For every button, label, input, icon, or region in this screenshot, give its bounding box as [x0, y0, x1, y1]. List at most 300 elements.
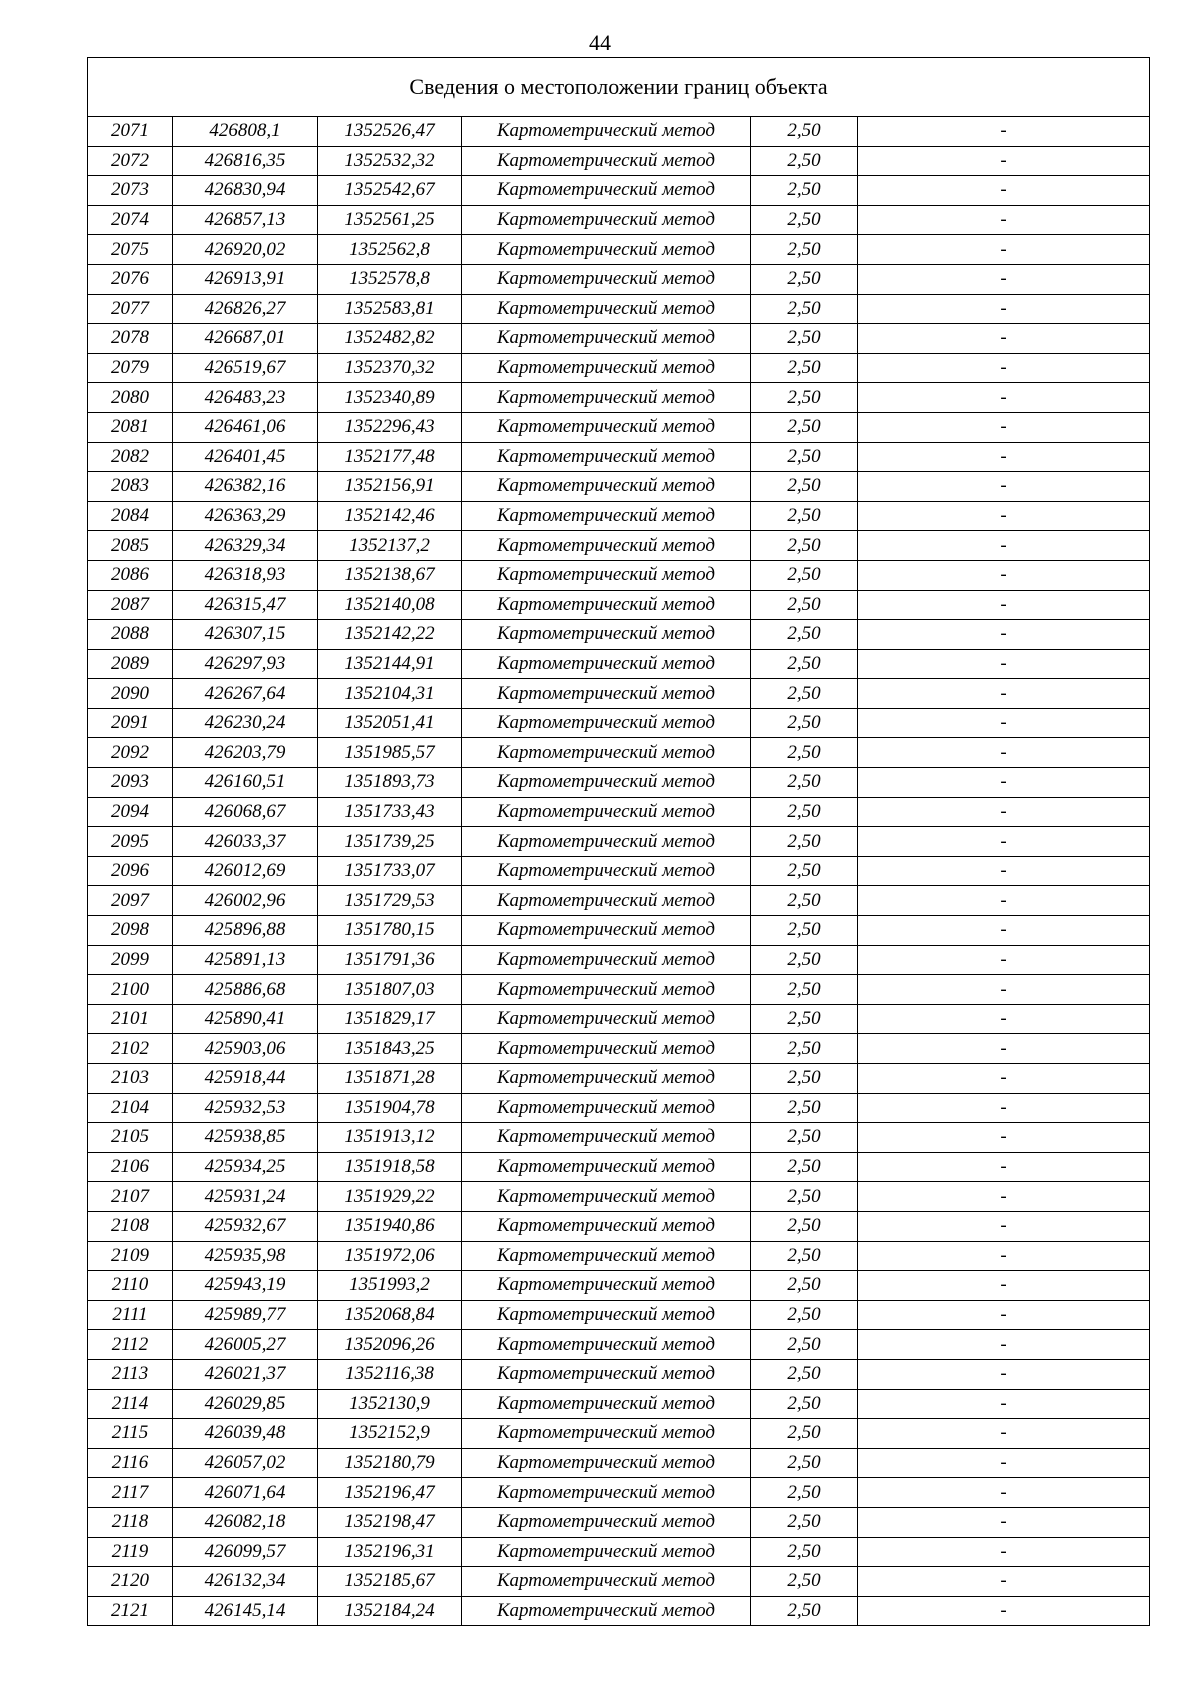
description-cell: -	[858, 501, 1150, 531]
description-cell: -	[858, 1389, 1150, 1419]
accuracy-cell: 2,50	[751, 1004, 858, 1034]
point-number-cell: 2091	[88, 708, 173, 738]
point-number-cell: 2104	[88, 1093, 173, 1123]
table-row	[88, 1271, 1150, 1301]
description-cell: -	[858, 442, 1150, 472]
point-number-cell: 2083	[88, 472, 173, 502]
accuracy-cell: 2,50	[751, 353, 858, 383]
method-cell: Картометрический метод	[462, 1596, 751, 1626]
table-row	[88, 590, 1150, 620]
point-number-cell: 2100	[88, 975, 173, 1005]
table-row	[88, 768, 1150, 798]
description-cell: -	[858, 738, 1150, 768]
x-coordinate-cell: 426307,15	[173, 620, 318, 650]
table-row	[88, 1359, 1150, 1389]
x-coordinate-cell: 426816,35	[173, 146, 318, 176]
point-number-cell: 2084	[88, 501, 173, 531]
method-cell: Картометрический метод	[462, 501, 751, 531]
description-cell: -	[858, 1537, 1150, 1567]
accuracy-cell: 2,50	[751, 797, 858, 827]
description-cell: -	[858, 531, 1150, 561]
accuracy-cell: 2,50	[751, 205, 858, 235]
accuracy-cell: 2,50	[751, 738, 858, 768]
method-cell: Картометрический метод	[462, 531, 751, 561]
point-number-cell: 2106	[88, 1152, 173, 1182]
table-row	[88, 117, 1150, 147]
table-row	[88, 1507, 1150, 1537]
x-coordinate-cell: 426267,64	[173, 679, 318, 709]
accuracy-cell: 2,50	[751, 472, 858, 502]
y-coordinate-cell: 1351807,03	[318, 975, 462, 1005]
method-cell: Картометрический метод	[462, 886, 751, 916]
method-cell: Картометрический метод	[462, 975, 751, 1005]
description-cell: -	[858, 1330, 1150, 1360]
x-coordinate-cell: 426363,29	[173, 501, 318, 531]
x-coordinate-cell: 426099,57	[173, 1537, 318, 1567]
x-coordinate-cell: 426029,85	[173, 1389, 318, 1419]
x-coordinate-cell: 425938,85	[173, 1123, 318, 1153]
accuracy-cell: 2,50	[751, 1182, 858, 1212]
method-cell: Картометрический метод	[462, 1271, 751, 1301]
description-cell: -	[858, 797, 1150, 827]
y-coordinate-cell: 1351940,86	[318, 1211, 462, 1241]
table-row	[88, 146, 1150, 176]
y-coordinate-cell: 1352542,67	[318, 176, 462, 206]
y-coordinate-cell: 1351733,43	[318, 797, 462, 827]
y-coordinate-cell: 1351780,15	[318, 916, 462, 946]
point-number-cell: 2075	[88, 235, 173, 265]
method-cell: Картометрический метод	[462, 797, 751, 827]
method-cell: Картометрический метод	[462, 264, 751, 294]
table-row	[88, 531, 1150, 561]
table-row	[88, 679, 1150, 709]
x-coordinate-cell: 426382,16	[173, 472, 318, 502]
description-cell: -	[858, 1182, 1150, 1212]
x-coordinate-cell: 426808,1	[173, 117, 318, 147]
y-coordinate-cell: 1352116,38	[318, 1359, 462, 1389]
method-cell: Картометрический метод	[462, 1093, 751, 1123]
table-row	[88, 916, 1150, 946]
description-cell: -	[858, 1596, 1150, 1626]
x-coordinate-cell: 425943,19	[173, 1271, 318, 1301]
method-cell: Картометрический метод	[462, 146, 751, 176]
point-number-cell: 2118	[88, 1507, 173, 1537]
y-coordinate-cell: 1351913,12	[318, 1123, 462, 1153]
y-coordinate-cell: 1352185,67	[318, 1567, 462, 1597]
point-number-cell: 2076	[88, 264, 173, 294]
y-coordinate-cell: 1352482,82	[318, 324, 462, 354]
y-coordinate-cell: 1351739,25	[318, 827, 462, 857]
accuracy-cell: 2,50	[751, 1448, 858, 1478]
method-cell: Картометрический метод	[462, 768, 751, 798]
method-cell: Картометрический метод	[462, 679, 751, 709]
description-cell: -	[858, 1064, 1150, 1094]
y-coordinate-cell: 1352583,81	[318, 294, 462, 324]
y-coordinate-cell: 1352296,43	[318, 412, 462, 442]
x-coordinate-cell: 425932,67	[173, 1211, 318, 1241]
description-cell: -	[858, 1448, 1150, 1478]
accuracy-cell: 2,50	[751, 1211, 858, 1241]
table-row	[88, 856, 1150, 886]
y-coordinate-cell: 1352370,32	[318, 353, 462, 383]
x-coordinate-cell: 426913,91	[173, 264, 318, 294]
description-cell: -	[858, 264, 1150, 294]
point-number-cell: 2115	[88, 1419, 173, 1449]
table-row	[88, 560, 1150, 590]
description-cell: -	[858, 827, 1150, 857]
description-cell: -	[858, 472, 1150, 502]
accuracy-cell: 2,50	[751, 1241, 858, 1271]
table-row	[88, 827, 1150, 857]
y-coordinate-cell: 1352562,8	[318, 235, 462, 265]
accuracy-cell: 2,50	[751, 945, 858, 975]
point-number-cell: 2078	[88, 324, 173, 354]
point-number-cell: 2110	[88, 1271, 173, 1301]
x-coordinate-cell: 425989,77	[173, 1300, 318, 1330]
point-number-cell: 2085	[88, 531, 173, 561]
y-coordinate-cell: 1352340,89	[318, 383, 462, 413]
method-cell: Картометрический метод	[462, 590, 751, 620]
x-coordinate-cell: 426830,94	[173, 176, 318, 206]
y-coordinate-cell: 1351729,53	[318, 886, 462, 916]
accuracy-cell: 2,50	[751, 1330, 858, 1360]
description-cell: -	[858, 975, 1150, 1005]
method-cell: Картометрический метод	[462, 205, 751, 235]
method-cell: Картометрический метод	[462, 1182, 751, 1212]
point-number-cell: 2112	[88, 1330, 173, 1360]
x-coordinate-cell: 426160,51	[173, 768, 318, 798]
method-cell: Картометрический метод	[462, 649, 751, 679]
y-coordinate-cell: 1352138,67	[318, 560, 462, 590]
x-coordinate-cell: 425891,13	[173, 945, 318, 975]
method-cell: Картометрический метод	[462, 1152, 751, 1182]
point-number-cell: 2081	[88, 412, 173, 442]
accuracy-cell: 2,50	[751, 679, 858, 709]
method-cell: Картометрический метод	[462, 1478, 751, 1508]
x-coordinate-cell: 426857,13	[173, 205, 318, 235]
table-row	[88, 1596, 1150, 1626]
table-row	[88, 945, 1150, 975]
accuracy-cell: 2,50	[751, 768, 858, 798]
accuracy-cell: 2,50	[751, 827, 858, 857]
y-coordinate-cell: 1352578,8	[318, 264, 462, 294]
table-row	[88, 1064, 1150, 1094]
description-cell: -	[858, 205, 1150, 235]
method-cell: Картометрический метод	[462, 827, 751, 857]
y-coordinate-cell: 1351733,07	[318, 856, 462, 886]
y-coordinate-cell: 1352198,47	[318, 1507, 462, 1537]
y-coordinate-cell: 1352137,2	[318, 531, 462, 561]
table-row	[88, 412, 1150, 442]
point-number-cell: 2114	[88, 1389, 173, 1419]
point-number-cell: 2074	[88, 205, 173, 235]
table-row	[88, 1448, 1150, 1478]
point-number-cell: 2116	[88, 1448, 173, 1478]
x-coordinate-cell: 425934,25	[173, 1152, 318, 1182]
accuracy-cell: 2,50	[751, 235, 858, 265]
x-coordinate-cell: 426005,27	[173, 1330, 318, 1360]
accuracy-cell: 2,50	[751, 1567, 858, 1597]
point-number-cell: 2095	[88, 827, 173, 857]
x-coordinate-cell: 426012,69	[173, 856, 318, 886]
description-cell: -	[858, 353, 1150, 383]
y-coordinate-cell: 1351791,36	[318, 945, 462, 975]
point-number-cell: 2073	[88, 176, 173, 206]
description-cell: -	[858, 1241, 1150, 1271]
x-coordinate-cell: 426068,67	[173, 797, 318, 827]
point-number-cell: 2086	[88, 560, 173, 590]
y-coordinate-cell: 1352144,91	[318, 649, 462, 679]
y-coordinate-cell: 1352177,48	[318, 442, 462, 472]
x-coordinate-cell: 426230,24	[173, 708, 318, 738]
table-row	[88, 176, 1150, 206]
description-cell: -	[858, 294, 1150, 324]
table-row	[88, 235, 1150, 265]
y-coordinate-cell: 1352156,91	[318, 472, 462, 502]
accuracy-cell: 2,50	[751, 916, 858, 946]
accuracy-cell: 2,50	[751, 1359, 858, 1389]
table-row	[88, 324, 1150, 354]
x-coordinate-cell: 426329,34	[173, 531, 318, 561]
x-coordinate-cell: 426203,79	[173, 738, 318, 768]
point-number-cell: 2108	[88, 1211, 173, 1241]
y-coordinate-cell: 1352532,32	[318, 146, 462, 176]
y-coordinate-cell: 1352140,08	[318, 590, 462, 620]
description-cell: -	[858, 235, 1150, 265]
accuracy-cell: 2,50	[751, 649, 858, 679]
method-cell: Картометрический метод	[462, 1567, 751, 1597]
point-number-cell: 2092	[88, 738, 173, 768]
description-cell: -	[858, 768, 1150, 798]
table-row	[88, 1123, 1150, 1153]
point-number-cell: 2077	[88, 294, 173, 324]
point-number-cell: 2088	[88, 620, 173, 650]
description-cell: -	[858, 856, 1150, 886]
x-coordinate-cell: 425896,88	[173, 916, 318, 946]
x-coordinate-cell: 426315,47	[173, 590, 318, 620]
point-number-cell: 2111	[88, 1300, 173, 1330]
method-cell: Картометрический метод	[462, 383, 751, 413]
table-row	[88, 649, 1150, 679]
method-cell: Картометрический метод	[462, 1123, 751, 1153]
table-row	[88, 1152, 1150, 1182]
accuracy-cell: 2,50	[751, 531, 858, 561]
y-coordinate-cell: 1352142,22	[318, 620, 462, 650]
point-number-cell: 2089	[88, 649, 173, 679]
description-cell: -	[858, 649, 1150, 679]
description-cell: -	[858, 590, 1150, 620]
description-cell: -	[858, 176, 1150, 206]
point-number-cell: 2119	[88, 1537, 173, 1567]
method-cell: Картометрический метод	[462, 1419, 751, 1449]
point-number-cell: 2082	[88, 442, 173, 472]
method-cell: Картометрический метод	[462, 235, 751, 265]
method-cell: Картометрический метод	[462, 1300, 751, 1330]
method-cell: Картометрический метод	[462, 1389, 751, 1419]
accuracy-cell: 2,50	[751, 1419, 858, 1449]
point-number-cell: 2072	[88, 146, 173, 176]
description-cell: -	[858, 886, 1150, 916]
table-row	[88, 797, 1150, 827]
point-number-cell: 2098	[88, 916, 173, 946]
method-cell: Картометрический метод	[462, 1448, 751, 1478]
table-row	[88, 264, 1150, 294]
method-cell: Картометрический метод	[462, 472, 751, 502]
accuracy-cell: 2,50	[751, 1537, 858, 1567]
y-coordinate-cell: 1351829,17	[318, 1004, 462, 1034]
y-coordinate-cell: 1352180,79	[318, 1448, 462, 1478]
method-cell: Картометрический метод	[462, 353, 751, 383]
table-row	[88, 708, 1150, 738]
accuracy-cell: 2,50	[751, 1478, 858, 1508]
accuracy-cell: 2,50	[751, 975, 858, 1005]
method-cell: Картометрический метод	[462, 1211, 751, 1241]
y-coordinate-cell: 1352142,46	[318, 501, 462, 531]
x-coordinate-cell: 425931,24	[173, 1182, 318, 1212]
point-number-cell: 2109	[88, 1241, 173, 1271]
method-cell: Картометрический метод	[462, 324, 751, 354]
accuracy-cell: 2,50	[751, 708, 858, 738]
accuracy-cell: 2,50	[751, 264, 858, 294]
y-coordinate-cell: 1351985,57	[318, 738, 462, 768]
accuracy-cell: 2,50	[751, 620, 858, 650]
method-cell: Картометрический метод	[462, 560, 751, 590]
x-coordinate-cell: 426318,93	[173, 560, 318, 590]
point-number-cell: 2102	[88, 1034, 173, 1064]
point-number-cell: 2113	[88, 1359, 173, 1389]
page-number: 44	[589, 30, 611, 55]
point-number-cell: 2117	[88, 1478, 173, 1508]
point-number-cell: 2087	[88, 590, 173, 620]
method-cell: Картометрический метод	[462, 442, 751, 472]
accuracy-cell: 2,50	[751, 1507, 858, 1537]
x-coordinate-cell: 426021,37	[173, 1359, 318, 1389]
x-coordinate-cell: 426519,67	[173, 353, 318, 383]
table-row	[88, 205, 1150, 235]
y-coordinate-cell: 1351843,25	[318, 1034, 462, 1064]
y-coordinate-cell: 1352561,25	[318, 205, 462, 235]
accuracy-cell: 2,50	[751, 590, 858, 620]
table-row	[88, 1241, 1150, 1271]
description-cell: -	[858, 916, 1150, 946]
method-cell: Картометрический метод	[462, 856, 751, 886]
x-coordinate-cell: 425903,06	[173, 1034, 318, 1064]
method-cell: Картометрический метод	[462, 117, 751, 147]
method-cell: Картометрический метод	[462, 916, 751, 946]
description-cell: -	[858, 1034, 1150, 1064]
accuracy-cell: 2,50	[751, 501, 858, 531]
description-cell: -	[858, 1300, 1150, 1330]
description-cell: -	[858, 1419, 1150, 1449]
y-coordinate-cell: 1351929,22	[318, 1182, 462, 1212]
description-cell: -	[858, 117, 1150, 147]
description-cell: -	[858, 620, 1150, 650]
accuracy-cell: 2,50	[751, 176, 858, 206]
description-cell: -	[858, 1507, 1150, 1537]
table-row	[88, 1330, 1150, 1360]
accuracy-cell: 2,50	[751, 1123, 858, 1153]
method-cell: Картометрический метод	[462, 945, 751, 975]
table-row	[88, 1478, 1150, 1508]
table-row	[88, 1419, 1150, 1449]
accuracy-cell: 2,50	[751, 856, 858, 886]
y-coordinate-cell: 1351904,78	[318, 1093, 462, 1123]
method-cell: Картометрический метод	[462, 1507, 751, 1537]
accuracy-cell: 2,50	[751, 294, 858, 324]
table-row	[88, 383, 1150, 413]
table-row	[88, 975, 1150, 1005]
method-cell: Картометрический метод	[462, 708, 751, 738]
table-row	[88, 1567, 1150, 1597]
x-coordinate-cell: 426461,06	[173, 412, 318, 442]
table-row	[88, 1004, 1150, 1034]
point-number-cell: 2090	[88, 679, 173, 709]
table-title: Сведения о местоположении границ объекта	[88, 58, 1150, 117]
description-cell: -	[858, 1123, 1150, 1153]
method-cell: Картометрический метод	[462, 1241, 751, 1271]
method-cell: Картометрический метод	[462, 1537, 751, 1567]
y-coordinate-cell: 1351972,06	[318, 1241, 462, 1271]
accuracy-cell: 2,50	[751, 1300, 858, 1330]
y-coordinate-cell: 1351993,2	[318, 1271, 462, 1301]
point-number-cell: 2094	[88, 797, 173, 827]
x-coordinate-cell: 426039,48	[173, 1419, 318, 1449]
point-number-cell: 2101	[88, 1004, 173, 1034]
x-coordinate-cell: 425935,98	[173, 1241, 318, 1271]
accuracy-cell: 2,50	[751, 1152, 858, 1182]
x-coordinate-cell: 426002,96	[173, 886, 318, 916]
method-cell: Картометрический метод	[462, 620, 751, 650]
x-coordinate-cell: 426687,01	[173, 324, 318, 354]
accuracy-cell: 2,50	[751, 146, 858, 176]
table-row	[88, 472, 1150, 502]
y-coordinate-cell: 1352152,9	[318, 1419, 462, 1449]
table-row	[88, 442, 1150, 472]
point-number-cell: 2105	[88, 1123, 173, 1153]
method-cell: Картометрический метод	[462, 412, 751, 442]
point-number-cell: 2121	[88, 1596, 173, 1626]
x-coordinate-cell: 426297,93	[173, 649, 318, 679]
method-cell: Картометрический метод	[462, 176, 751, 206]
accuracy-cell: 2,50	[751, 1034, 858, 1064]
point-number-cell: 2107	[88, 1182, 173, 1212]
method-cell: Картометрический метод	[462, 1004, 751, 1034]
x-coordinate-cell: 425918,44	[173, 1064, 318, 1094]
x-coordinate-cell: 426033,37	[173, 827, 318, 857]
point-number-cell: 2120	[88, 1567, 173, 1597]
description-cell: -	[858, 146, 1150, 176]
x-coordinate-cell: 426145,14	[173, 1596, 318, 1626]
point-number-cell: 2071	[88, 117, 173, 147]
description-cell: -	[858, 1478, 1150, 1508]
point-number-cell: 2099	[88, 945, 173, 975]
x-coordinate-cell: 426401,45	[173, 442, 318, 472]
point-number-cell: 2080	[88, 383, 173, 413]
table-row	[88, 738, 1150, 768]
point-number-cell: 2093	[88, 768, 173, 798]
x-coordinate-cell: 425932,53	[173, 1093, 318, 1123]
description-cell: -	[858, 1152, 1150, 1182]
point-number-cell: 2097	[88, 886, 173, 916]
method-cell: Картометрический метод	[462, 1359, 751, 1389]
y-coordinate-cell: 1352526,47	[318, 117, 462, 147]
method-cell: Картометрический метод	[462, 1330, 751, 1360]
point-number-cell: 2096	[88, 856, 173, 886]
description-cell: -	[858, 1211, 1150, 1241]
accuracy-cell: 2,50	[751, 1271, 858, 1301]
description-cell: -	[858, 708, 1150, 738]
y-coordinate-cell: 1352184,24	[318, 1596, 462, 1626]
